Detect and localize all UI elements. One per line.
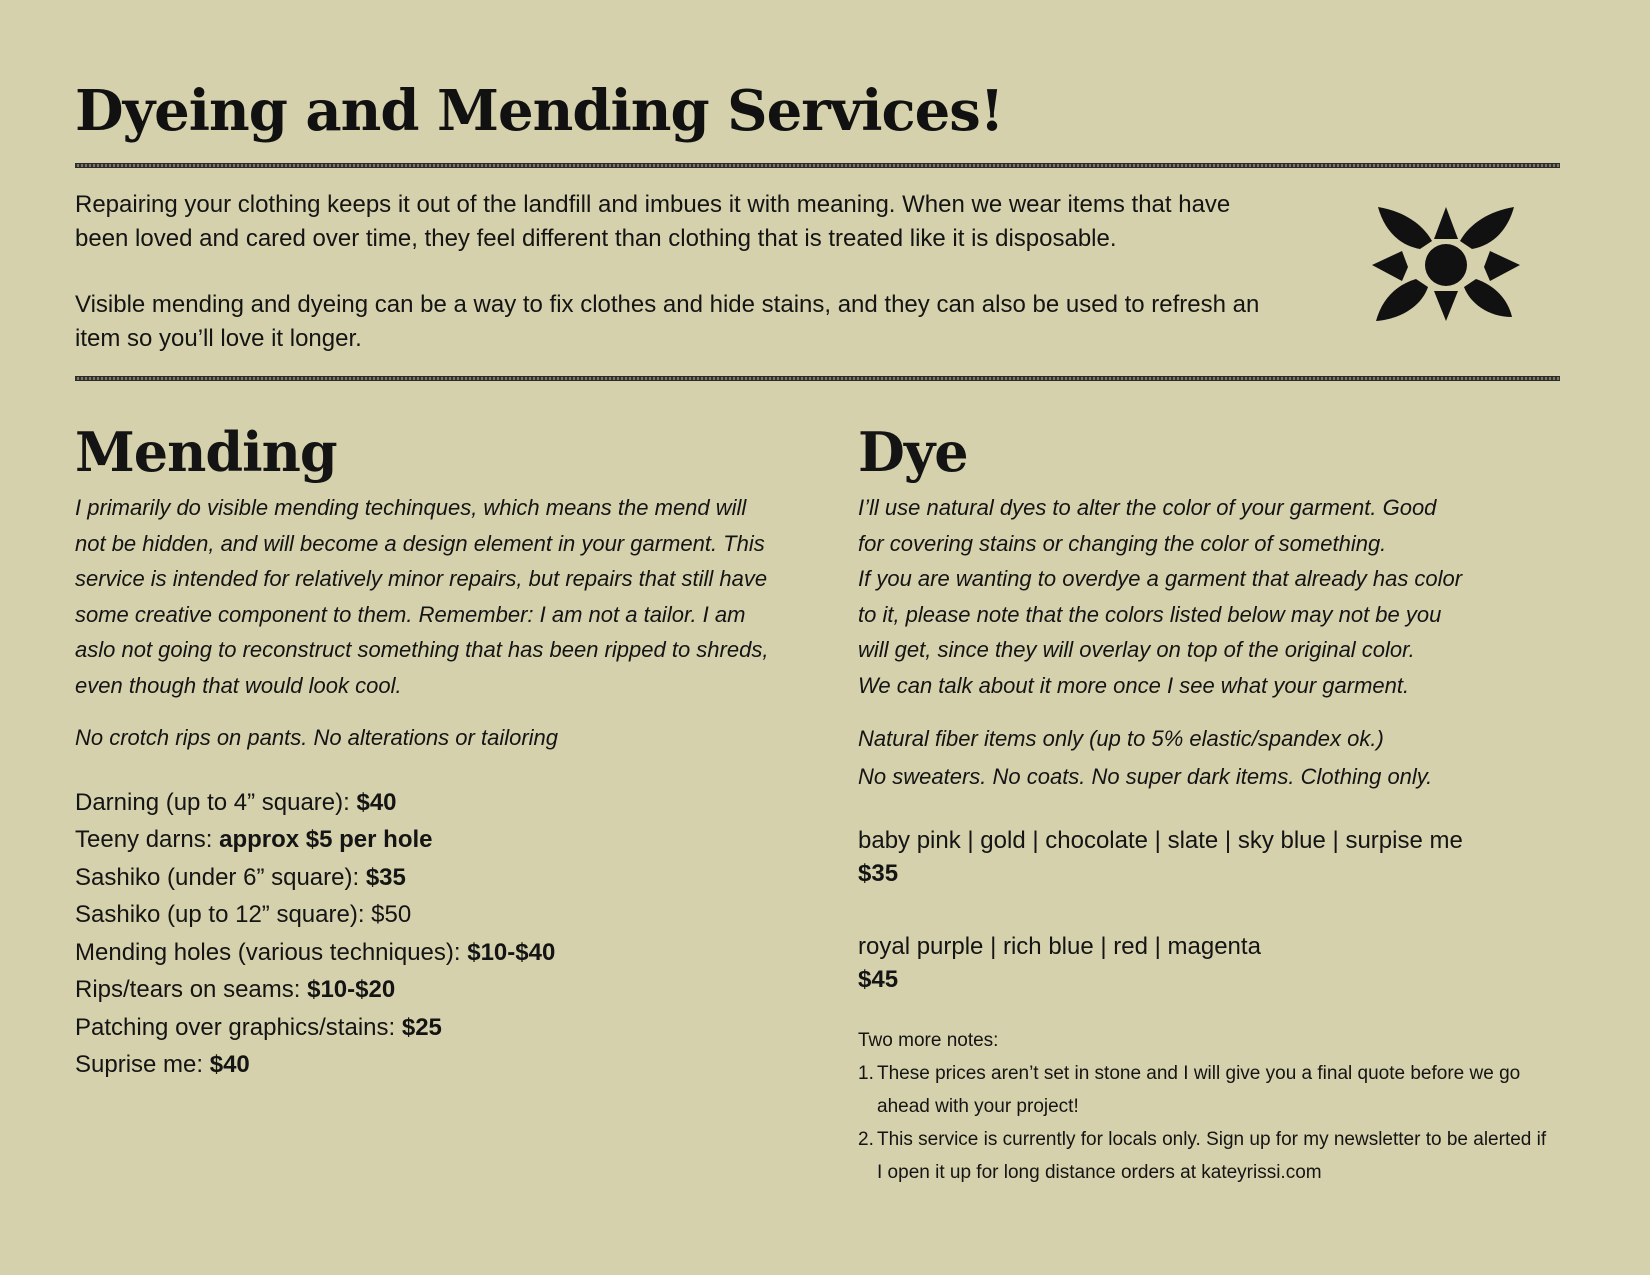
dye-section [858,420,1548,1189]
dye-tier-2-price: $45 [858,966,899,993]
note-text: These prices aren’t set in stone and I will give you a final quote before we go ahead with your project! [877,1063,1521,1117]
mending-restrictions: No crotch rips on pants. No alterations or tailoring [75,725,559,750]
price-label: Sashiko (up to 12” square): $50 [75,901,412,928]
price-value: $10-$20 [307,976,396,1003]
dye-heading: Dye [858,420,968,484]
price-value: approx $5 per hole [219,826,433,853]
dye-tier-2-colors: royal purple | rich blue | red | magenta [858,933,1261,960]
dye-description-line: If you are wanting to overdye a garment that already has color [858,566,1463,591]
price-value: $40 [209,1051,250,1078]
dye-description-line: for covering stains or changing the color of something. [858,530,1387,556]
price-label: Rips/tears on seams: [75,976,308,1003]
price-row-surprise [75,1046,775,1084]
price-label: Patching over graphics/stains: [75,1013,402,1041]
price-value: $10-$40 [467,938,556,966]
notes-block [858,1024,1548,1189]
price-row-darning [75,784,775,822]
note-number: 2. [858,1129,874,1150]
dye-restrictions [858,720,1548,796]
price-row-sashiko-small [75,859,775,897]
dye-description-line: I’ll use natural dyes to alter the color of your garment. Good [858,495,1437,520]
price-row-patching [75,1009,775,1047]
dye-tier-1-price: $35 [858,860,899,887]
dye-rule-items: No sweaters. No coats. No super dark items. Clothing only. [858,764,1433,789]
note-item-1 [858,1057,1548,1123]
price-row-rips-tears [75,971,775,1009]
note-text: This service is currently for locals only. Sign up for my newsletter to be alerted if I open it up for long distance orders at kateyrissi.com [877,1129,1547,1183]
price-value: $25 [401,1013,442,1041]
price-row-mending-holes [75,934,775,972]
price-label: Sashiko (under 6” square): [75,863,366,891]
price-label: Suprise me: [75,1051,210,1078]
price-row-teeny-darns [75,821,775,859]
note-number: 1. [858,1063,874,1084]
price-row-sashiko-large [75,896,775,934]
dye-description-line: to it, please note that the colors listed below may not be you [858,601,1442,627]
top-divider [75,163,1560,168]
dye-description-line: will get, since they will overlay on top of the original color. [858,637,1415,662]
price-label: Teeny darns: [75,826,220,853]
price-value: $40 [356,788,397,816]
dye-tier-1 [858,824,1548,890]
note-item-2 [858,1123,1548,1189]
mending-description: I primarily do visible mending techinques, which means the mend will not be hidden, and will become a design element in your garment. This service is intended for relatively minor repairs, but repairs that still have some creative component to them. Remember: I am not a tailor. I am aslo not going to reconstruct something that has been ripped to shreds, even though that would look cool. [75,495,769,698]
dye-description [858,490,1548,703]
dye-tier-2 [858,930,1548,996]
intro-paragraph-2: Visible mending and dyeing can be a way to fix clothes and hide stains, and they can also be used to refresh an item so you’ll love it longer. [75,291,1260,352]
dye-description-line: We can talk about it more once I see what your garment. [858,672,1410,698]
price-value: $35 [365,863,406,891]
middle-divider [75,376,1560,381]
mending-heading: Mending [75,420,337,484]
intro-paragraph-1: Repairing your clothing keeps it out of the landfill and imbues it with meaning. When we wear items that have been loved and cared over time, they feel different than clothing that is treated like it is disposable. [75,191,1231,252]
page-title: Dyeing and Mending Services! [75,78,1004,144]
price-label: Darning (up to 4” square): [75,788,357,816]
notes-heading: Two more notes: [858,1030,999,1051]
dye-tier-1-colors: baby pink | gold | chocolate | slate | sky blue | surpise me [858,827,1463,854]
mending-section [75,420,775,1084]
price-label: Mending holes (various techniques): [75,938,468,966]
flower-sun-icon [1372,205,1520,323]
mending-price-list [75,784,775,1084]
dye-rule-fiber: Natural fiber items only (up to 5% elastic/spandex ok.) [858,726,1384,751]
